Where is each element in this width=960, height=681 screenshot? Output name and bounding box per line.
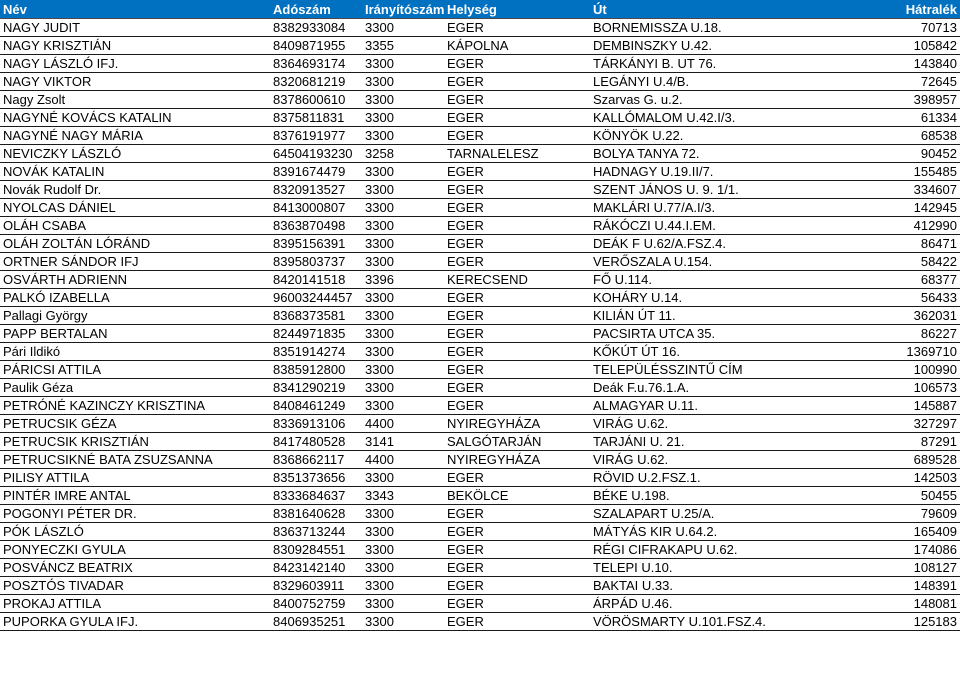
name-cell: Pallagi György	[0, 307, 270, 325]
name-cell: PETRÓNÉ KAZINCZY KRISZTINA	[0, 397, 270, 415]
street-cell: KÖNYÖK U.22.	[590, 127, 850, 145]
name-cell: PETRUCSIK GÉZA	[0, 415, 270, 433]
arrears-cell: 56433	[850, 289, 960, 307]
table-row	[0, 109, 960, 127]
postal-code-cell: 3300	[362, 343, 444, 361]
postal-code-cell: 3300	[362, 127, 444, 145]
postal-code-cell: 3343	[362, 487, 444, 505]
tax-number-cell: 96003244457	[270, 289, 362, 307]
postal-code-cell: 3300	[362, 595, 444, 613]
table-row	[0, 235, 960, 253]
city-cell: EGER	[444, 577, 590, 595]
arrears-cell: 174086	[850, 541, 960, 559]
arrears-cell: 165409	[850, 523, 960, 541]
tax-number-cell: 8320681219	[270, 73, 362, 91]
street-cell: KALLÓMALOM U.42.I/3.	[590, 109, 850, 127]
tax-number-cell: 8406935251	[270, 613, 362, 631]
table-row	[0, 217, 960, 235]
tax-number-cell: 8395803737	[270, 253, 362, 271]
city-cell: EGER	[444, 361, 590, 379]
city-cell: EGER	[444, 595, 590, 613]
name-cell: PUPORKA GYULA IFJ.	[0, 613, 270, 631]
arrears-cell: 334607	[850, 181, 960, 199]
table-row	[0, 37, 960, 55]
postal-code-cell: 3300	[362, 55, 444, 73]
street-cell: VERŐSZALA U.154.	[590, 253, 850, 271]
postal-code-cell: 3396	[362, 271, 444, 289]
arrears-cell: 68377	[850, 271, 960, 289]
arrears-cell: 148391	[850, 577, 960, 595]
arrears-cell: 412990	[850, 217, 960, 235]
column-header-name: Név	[0, 0, 270, 19]
city-cell: EGER	[444, 19, 590, 37]
postal-code-cell: 3355	[362, 37, 444, 55]
city-cell: EGER	[444, 127, 590, 145]
tax-number-cell: 8385912800	[270, 361, 362, 379]
street-cell: HADNAGY U.19.II/7.	[590, 163, 850, 181]
street-cell: VÖRÖSMARTY U.101.FSZ.4.	[590, 613, 850, 631]
street-cell: SZALAPART U.25/A.	[590, 505, 850, 523]
city-cell: EGER	[444, 307, 590, 325]
table-row	[0, 505, 960, 523]
postal-code-cell: 3300	[362, 19, 444, 37]
street-cell: DEMBINSZKY U.42.	[590, 37, 850, 55]
postal-code-cell: 3300	[362, 253, 444, 271]
city-cell: EGER	[444, 523, 590, 541]
city-cell: KERECSEND	[444, 271, 590, 289]
city-cell: EGER	[444, 253, 590, 271]
name-cell: PÓK LÁSZLÓ	[0, 523, 270, 541]
street-cell: ALMAGYAR U.11.	[590, 397, 850, 415]
name-cell: NYOLCAS DÁNIEL	[0, 199, 270, 217]
street-cell: MAKLÁRI U.77/A.I/3.	[590, 199, 850, 217]
tax-number-cell: 8333684637	[270, 487, 362, 505]
arrears-cell: 86227	[850, 325, 960, 343]
postal-code-cell: 3300	[362, 379, 444, 397]
arrears-cell: 86471	[850, 235, 960, 253]
postal-code-cell: 3258	[362, 145, 444, 163]
arrears-cell: 142945	[850, 199, 960, 217]
street-cell: RÖVID U.2.FSZ.1.	[590, 469, 850, 487]
tax-number-cell: 8420141518	[270, 271, 362, 289]
table-row	[0, 19, 960, 37]
city-cell: EGER	[444, 469, 590, 487]
name-cell: Nagy Zsolt	[0, 91, 270, 109]
arrears-cell: 90452	[850, 145, 960, 163]
arrears-cell: 68538	[850, 127, 960, 145]
street-cell: BOLYA TANYA 72.	[590, 145, 850, 163]
arrears-cell: 327297	[850, 415, 960, 433]
arrears-cell: 362031	[850, 307, 960, 325]
arrears-cell: 50455	[850, 487, 960, 505]
name-cell: PINTÉR IMRE ANTAL	[0, 487, 270, 505]
name-cell: PROKAJ ATTILA	[0, 595, 270, 613]
table-row	[0, 181, 960, 199]
name-cell: Paulik Géza	[0, 379, 270, 397]
name-cell: NAGYNÉ NAGY MÁRIA	[0, 127, 270, 145]
table-row	[0, 199, 960, 217]
arrears-cell: 100990	[850, 361, 960, 379]
city-cell: NYIREGYHÁZA	[444, 415, 590, 433]
tax-number-cell: 8368373581	[270, 307, 362, 325]
table-row	[0, 343, 960, 361]
arrears-cell: 155485	[850, 163, 960, 181]
postal-code-cell: 3300	[362, 397, 444, 415]
name-cell: PONYECZKI GYULA	[0, 541, 270, 559]
postal-code-cell: 3300	[362, 307, 444, 325]
city-cell: EGER	[444, 613, 590, 631]
tax-number-cell: 8364693174	[270, 55, 362, 73]
tax-number-cell: 8244971835	[270, 325, 362, 343]
postal-code-cell: 3300	[362, 577, 444, 595]
tax-number-cell: 8336913106	[270, 415, 362, 433]
table-row	[0, 397, 960, 415]
name-cell: NEVICZKY LÁSZLÓ	[0, 145, 270, 163]
table-row	[0, 469, 960, 487]
arrears-cell: 398957	[850, 91, 960, 109]
city-cell: EGER	[444, 325, 590, 343]
tax-number-cell: 8341290219	[270, 379, 362, 397]
arrears-cell: 105842	[850, 37, 960, 55]
city-cell: EGER	[444, 91, 590, 109]
table-row	[0, 541, 960, 559]
tax-number-cell: 8363870498	[270, 217, 362, 235]
postal-code-cell: 3300	[362, 73, 444, 91]
table-row	[0, 433, 960, 451]
street-cell: RÉGI CIFRAKAPU U.62.	[590, 541, 850, 559]
city-cell: EGER	[444, 505, 590, 523]
name-cell: Novák Rudolf Dr.	[0, 181, 270, 199]
tax-number-cell: 8329603911	[270, 577, 362, 595]
name-cell: NAGYNÉ KOVÁCS KATALIN	[0, 109, 270, 127]
street-cell: Deák F.u.76.1.A.	[590, 379, 850, 397]
postal-code-cell: 3300	[362, 199, 444, 217]
name-cell: NAGY KRISZTIÁN	[0, 37, 270, 55]
city-cell: EGER	[444, 289, 590, 307]
arrears-cell: 148081	[850, 595, 960, 613]
table-row	[0, 127, 960, 145]
postal-code-cell: 3300	[362, 325, 444, 343]
arrears-cell: 70713	[850, 19, 960, 37]
name-cell: POGONYI PÉTER DR.	[0, 505, 270, 523]
tax-number-cell: 8400752759	[270, 595, 362, 613]
postal-code-cell: 3300	[362, 559, 444, 577]
table-row	[0, 91, 960, 109]
table-row	[0, 487, 960, 505]
city-cell: EGER	[444, 109, 590, 127]
street-cell: FŐ U.114.	[590, 271, 850, 289]
name-cell: POSZTÓS TIVADAR	[0, 577, 270, 595]
name-cell: PETRUCSIKNÉ BATA ZSUZSANNA	[0, 451, 270, 469]
tax-number-cell: 8309284551	[270, 541, 362, 559]
postal-code-cell: 3300	[362, 289, 444, 307]
city-cell: EGER	[444, 181, 590, 199]
street-cell: VIRÁG U.62.	[590, 415, 850, 433]
arrears-cell: 145887	[850, 397, 960, 415]
city-cell: EGER	[444, 73, 590, 91]
postal-code-cell: 3300	[362, 541, 444, 559]
name-cell: OLÁH ZOLTÁN LÓRÁND	[0, 235, 270, 253]
postal-code-cell: 3300	[362, 361, 444, 379]
arrears-cell: 79609	[850, 505, 960, 523]
postal-code-cell: 3300	[362, 91, 444, 109]
tax-number-cell: 8391674479	[270, 163, 362, 181]
table-row	[0, 55, 960, 73]
table-row	[0, 361, 960, 379]
tax-number-cell: 8351373656	[270, 469, 362, 487]
table-row	[0, 325, 960, 343]
postal-code-cell: 3300	[362, 469, 444, 487]
arrears-cell: 125183	[850, 613, 960, 631]
column-header-street: Út	[590, 0, 850, 19]
name-cell: Pári Ildikó	[0, 343, 270, 361]
street-cell: KOHÁRY U.14.	[590, 289, 850, 307]
street-cell: DEÁK F U.62/A.FSZ.4.	[590, 235, 850, 253]
table-row	[0, 253, 960, 271]
table-row	[0, 289, 960, 307]
city-cell: EGER	[444, 235, 590, 253]
arrears-cell: 58422	[850, 253, 960, 271]
postal-code-cell: 3300	[362, 109, 444, 127]
tax-number-cell: 8363713244	[270, 523, 362, 541]
table-row	[0, 451, 960, 469]
street-cell: TARJÁNI U. 21.	[590, 433, 850, 451]
tax-number-cell: 64504193230	[270, 145, 362, 163]
tax-number-cell: 8378600610	[270, 91, 362, 109]
tax-number-cell: 8351914274	[270, 343, 362, 361]
table-row	[0, 271, 960, 289]
postal-code-cell: 3300	[362, 505, 444, 523]
city-cell: BEKÖLCE	[444, 487, 590, 505]
table-row	[0, 559, 960, 577]
tax-number-cell: 8375811831	[270, 109, 362, 127]
street-cell: Szarvas G. u.2.	[590, 91, 850, 109]
table-row	[0, 379, 960, 397]
postal-code-cell: 4400	[362, 415, 444, 433]
street-cell: TELEPI U.10.	[590, 559, 850, 577]
street-cell: KILIÁN ÚT 11.	[590, 307, 850, 325]
postal-code-cell: 3300	[362, 217, 444, 235]
city-cell: EGER	[444, 559, 590, 577]
name-cell: OLÁH CSABA	[0, 217, 270, 235]
arrears-cell: 1369710	[850, 343, 960, 361]
city-cell: TARNALELESZ	[444, 145, 590, 163]
name-cell: NAGY JUDIT	[0, 19, 270, 37]
table-row	[0, 613, 960, 631]
name-cell: PETRUCSIK KRISZTIÁN	[0, 433, 270, 451]
city-cell: EGER	[444, 163, 590, 181]
tax-number-cell: 8409871955	[270, 37, 362, 55]
street-cell: PACSIRTA UTCA 35.	[590, 325, 850, 343]
street-cell: TELEPÜLÉSSZINTŰ CÍM	[590, 361, 850, 379]
arrears-cell: 72645	[850, 73, 960, 91]
city-cell: NYIREGYHÁZA	[444, 451, 590, 469]
city-cell: EGER	[444, 541, 590, 559]
city-cell: SALGÓTARJÁN	[444, 433, 590, 451]
name-cell: PILISY ATTILA	[0, 469, 270, 487]
city-cell: EGER	[444, 199, 590, 217]
name-cell: PAPP BERTALAN	[0, 325, 270, 343]
column-header-postal-code: Irányítószám	[362, 0, 444, 19]
tax-number-cell: 8395156391	[270, 235, 362, 253]
tax-number-cell: 8417480528	[270, 433, 362, 451]
street-cell: LEGÁNYI U.4/B.	[590, 73, 850, 91]
name-cell: PÁRICSI ATTILA	[0, 361, 270, 379]
street-cell: BÉKE U.198.	[590, 487, 850, 505]
tax-number-cell: 8413000807	[270, 199, 362, 217]
arrears-cell: 106573	[850, 379, 960, 397]
column-header-arrears: Hátralék	[850, 0, 960, 19]
name-cell: POSVÁNCZ BEATRIX	[0, 559, 270, 577]
name-cell: PALKÓ IZABELLA	[0, 289, 270, 307]
tax-number-cell: 8376191977	[270, 127, 362, 145]
street-cell: KŐKÚT ÚT 16.	[590, 343, 850, 361]
street-cell: BORNEMISSZA U.18.	[590, 19, 850, 37]
table-row	[0, 145, 960, 163]
arrears-cell: 61334	[850, 109, 960, 127]
city-cell: EGER	[444, 55, 590, 73]
postal-code-cell: 3300	[362, 235, 444, 253]
street-cell: RÁKÓCZI U.44.I.EM.	[590, 217, 850, 235]
name-cell: NAGY LÁSZLÓ IFJ.	[0, 55, 270, 73]
postal-code-cell: 3300	[362, 181, 444, 199]
tax-number-cell: 8320913527	[270, 181, 362, 199]
city-cell: KÁPOLNA	[444, 37, 590, 55]
column-header-tax-number: Adószám	[270, 0, 362, 19]
name-cell: ORTNER SÁNDOR IFJ	[0, 253, 270, 271]
arrears-cell: 143840	[850, 55, 960, 73]
postal-code-cell: 3141	[362, 433, 444, 451]
arrears-cell: 142503	[850, 469, 960, 487]
table-row	[0, 415, 960, 433]
name-cell: OSVÁRTH ADRIENN	[0, 271, 270, 289]
city-cell: EGER	[444, 217, 590, 235]
postal-code-cell: 3300	[362, 523, 444, 541]
table-row	[0, 307, 960, 325]
name-cell: NOVÁK KATALIN	[0, 163, 270, 181]
postal-code-cell: 3300	[362, 613, 444, 631]
arrears-cell: 87291	[850, 433, 960, 451]
city-cell: EGER	[444, 343, 590, 361]
table-row	[0, 577, 960, 595]
street-cell: VIRÁG U.62.	[590, 451, 850, 469]
street-cell: TÁRKÁNYI B. UT 76.	[590, 55, 850, 73]
postal-code-cell: 4400	[362, 451, 444, 469]
street-cell: BAKTAI U.33.	[590, 577, 850, 595]
tax-number-cell: 8381640628	[270, 505, 362, 523]
table-row	[0, 73, 960, 91]
table-row	[0, 523, 960, 541]
arrears-cell: 689528	[850, 451, 960, 469]
city-cell: EGER	[444, 397, 590, 415]
tax-number-cell: 8423142140	[270, 559, 362, 577]
tax-number-cell: 8382933084	[270, 19, 362, 37]
column-header-city: Helység	[444, 0, 590, 19]
street-cell: ÁRPÁD U.46.	[590, 595, 850, 613]
postal-code-cell: 3300	[362, 163, 444, 181]
table-row	[0, 163, 960, 181]
table-row	[0, 595, 960, 613]
street-cell: MÁTYÁS KIR U.64.2.	[590, 523, 850, 541]
arrears-cell: 108127	[850, 559, 960, 577]
tax-number-cell: 8368662117	[270, 451, 362, 469]
name-cell: NAGY VIKTOR	[0, 73, 270, 91]
header-row	[0, 0, 960, 19]
tax-number-cell: 8408461249	[270, 397, 362, 415]
street-cell: SZENT JÁNOS U. 9. 1/1.	[590, 181, 850, 199]
city-cell: EGER	[444, 379, 590, 397]
